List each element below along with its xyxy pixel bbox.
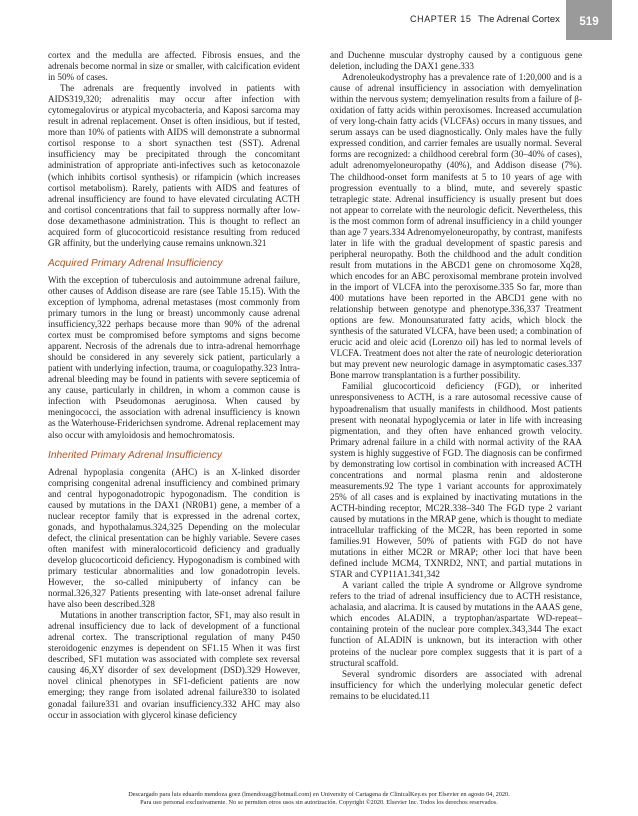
- paragraph: Mutations in another transcription factor, SF1, may also result in adrenal insufficiency due to lack of development of a functional adrenal cortex. The transcriptional regulation of many P450 steroidogenic enzymes is dependent on SF1.15 When it was first described, SF1 mutation was associated with complete sex reversal causing 46,XY disorder of sex development (DSD).329 However, novel clinical phenotypes in SF1-deficient patients are now emerging; they range from isolated adrenal failure330 to isolated gonadal failure331 and ovarian insufficiency.332 AHC may also occur in association with glycerol kinase deficiency: [48, 610, 300, 720]
- copyright-notice-line: Para uso personal exclusivamente. No se permiten otros usos sin autorización. Copyright ©2020. Elsevier Inc. Todos los derechos reservados.: [140, 798, 498, 806]
- paragraph: cortex and the medulla are affected. Fibrosis ensues, and the adrenals become normal in size or smaller, with calcification evident in 50% of cases.: [48, 50, 300, 83]
- right-column: [330, 50, 582, 702]
- paragraph: A variant called the triple A syndrome or Allgrove syndrome refers to the triad of adrenal insufficiency due to ACTH resistance, achalasia, and alacrima. It is caused by mutations in the AAAS gene, which encodes ALADIN, a tryptophan/aspartate WD-repeat–containing protein of the nuclear pore complex.343,344 The exact function of ALADIN is unknown, but its interaction with other proteins of the nuclear pore complex suggests that it is part of a structural scaffold.: [330, 580, 582, 668]
- chapter-title: The Adrenal Cortex: [478, 14, 560, 25]
- paragraph: Adrenoleukodystrophy has a prevalence rate of 1:20,000 and is a cause of adrenal insufficiency in association with demyelination within the nervous system; demyelination results from a failure of β-oxidation of fatty acids within peroxisomes. Increased accumulation of very long-chain fatty acids (VLCFAs) occurs in many tissues, and serum assays can be used diagnostically. Only males have the fully expressed condition, and carrier females are usually normal. Several forms are recognized: a childhood cerebral form (30–40% of cases), adult adrenomyeloneuropathy (40%), and Addison disease (7%). The childhood-onset form manifests at 5 to 10 years of age with progression eventually to a blind, mute, and severely spastic tetraplegic state. Adrenal insufficiency is usually present but does not appear to correlate with the neurologic deficit. Nevertheless, this is the most common form of adrenal insufficiency in a child younger than age 7 years.334 Adrenomyeloneuropathy, by contrast, manifests later in life with the gradual development of spastic paresis and peripheral neuropathy. Both the childhood and the adult condition result from mutations in the ABCD1 gene on chromosome Xq28, which encodes for an ABC peroxisomal membrane protein involved in the import of VLCFA into the peroxisome.335 So far, more than 400 mutations have been reported in the ABCD1 gene with no relationship between genotype and phenotype.336,337 Treatment options are few. Monounsaturated fatty acids, which block the synthesis of the saturated VLCFA, have been used; a combination of erucic acid and oleic acid (Lorenzo oil) has led to normal levels of VLCFA. Treatment does not alter the rate of neurologic deterioration but may prevent new neurologic damage in asymptomatic cases.337 Bone marrow transplantation is a further possibility.: [330, 72, 582, 381]
- paragraph: Familial glucocorticoid deficiency (FGD), or inherited unresponsiveness to ACTH, is a rare autosomal recessive cause of hypoadrenalism that usually manifests in childhood. Most patients present with neonatal hypoglycemia or later in life with increasing pigmentation, and they often have enhanced growth velocity. Primary adrenal failure in a child with normal activity of the RAA system is highly suggestive of FGD. The diagnosis can be confirmed by demonstrating low cortisol in combination with increased ACTH concentrations and normal plasma renin and aldosterone measurements.92 The type 1 variant accounts for approximately 25% of all cases and is explained by inactivating mutations in the ACTH-binding receptor, MC2R.338–340 The FGD type 2 variant caused by mutations in the MRAP gene, which is thought to mediate intracellular trafficking of the MC2R, has been reported in some families.91 However, 50% of patients with FGD do not have mutations in either MC2R or MRAP; other loci that have been defined include MCM4, TXNRD2, NNT, and partial mutations in STAR and CYP11A1.341,342: [330, 381, 582, 580]
- paragraph: With the exception of tuberculosis and autoimmune adrenal failure, other causes of Addison disease are rare (see Table 15.15). With the exception of lymphoma, adrenal metastases (most commonly from primary tumors in the lung or breast) uncommonly cause adrenal insufficiency,322 perhaps because more than 90% of the adrenal cortex must be compromised before symptoms and signs become apparent. Necrosis of the adrenals due to intra-adrenal hemorrhage should be considered in any severely sick patient, particularly a patient with underlying infection, trauma, or coagulopathy.323 Intra-adrenal bleeding may be found in patients with severe septicemia of any cause, particularly in children, in whom a common cause is infection with Pseudomonas aeruginosa. When caused by meningococci, the association with adrenal insufficiency is known as the Waterhouse-Friderichsen syndrome. Adrenal replacement may also occur with amyloidosis and hemochromatosis.: [48, 274, 300, 440]
- paragraph: The adrenals are frequently involved in patients with AIDS319,320; adrenalitis may occur after infection with cytomegalovirus or atypical mycobacteria, and Kaposi sarcoma may result in adrenal replacement. Onset is often insidious, but if tested, more than 10% of patients with AIDS will demonstrate a subnormal cortisol response to a short synacthen test (SST). Adrenal insufficiency may be precipitated through the concomitant administration of appropriate anti-infectives such as ketoconazole (which inhibits cortisol synthesis) or rifampicin (which increases cortisol metabolism). Rarely, patients with AIDS and features of adrenal insufficiency are found to have elevated circulating ACTH and cortisol concentrations that fail to suppress normally after low-dose dexamethasone administration. This is thought to reflect an acquired form of glucocorticoid resistance resulting from reduced GR affinity, but the underlying cause remains unknown.321: [48, 83, 300, 248]
- page-number: 519: [566, 0, 612, 40]
- section-heading-acquired: Acquired Primary Adrenal Insufficiency: [48, 257, 223, 269]
- paragraph: Adrenal hypoplasia congenita (AHC) is an X-linked disorder comprising congenital adrenal insufficiency and combined primary and central hypogonadotropic hypogonadism. The condition is caused by mutations in the DAX1 (NR0B1) gene, a member of a nuclear receptor family that is expressed in the adrenal cortex, gonads, and hypothalamus.324,325 Depending on the molecular defect, the clinical presentation can be highly variable. Severe cases often manifest with mineralocorticoid deficiency and gradually develop glucocorticoid deficiency. Hypogonadism is combined with primary testicular abnormalities and low gonadotropin levels. However, the so-called minipuberty of infancy can be normal.326,327 Patients presenting with late-onset adrenal failure have also been described.328: [48, 466, 300, 610]
- download-notice-line: Descargado para luis eduardo mendoza goez (lmendozag@hotmail.com) en University of Cartagena de ClinicalKey.es por Elsevier en agosto 04, 2020.: [128, 791, 510, 798]
- page-header: [0, 0, 638, 40]
- left-column: [48, 50, 300, 721]
- download-notice: [0, 791, 638, 806]
- section-heading-inherited: Inherited Primary Adrenal Insufficiency: [48, 449, 223, 461]
- paragraph: Several syndromic disorders are associated with adrenal insufficiency for which the underlying molecular genetic defect remains to be elucidated.11: [330, 668, 582, 701]
- chapter-label: CHAPTER 15: [410, 14, 472, 24]
- paragraph: and Duchenne muscular dystrophy caused by a contiguous gene deletion, including the DAX1 gene.333: [330, 50, 582, 72]
